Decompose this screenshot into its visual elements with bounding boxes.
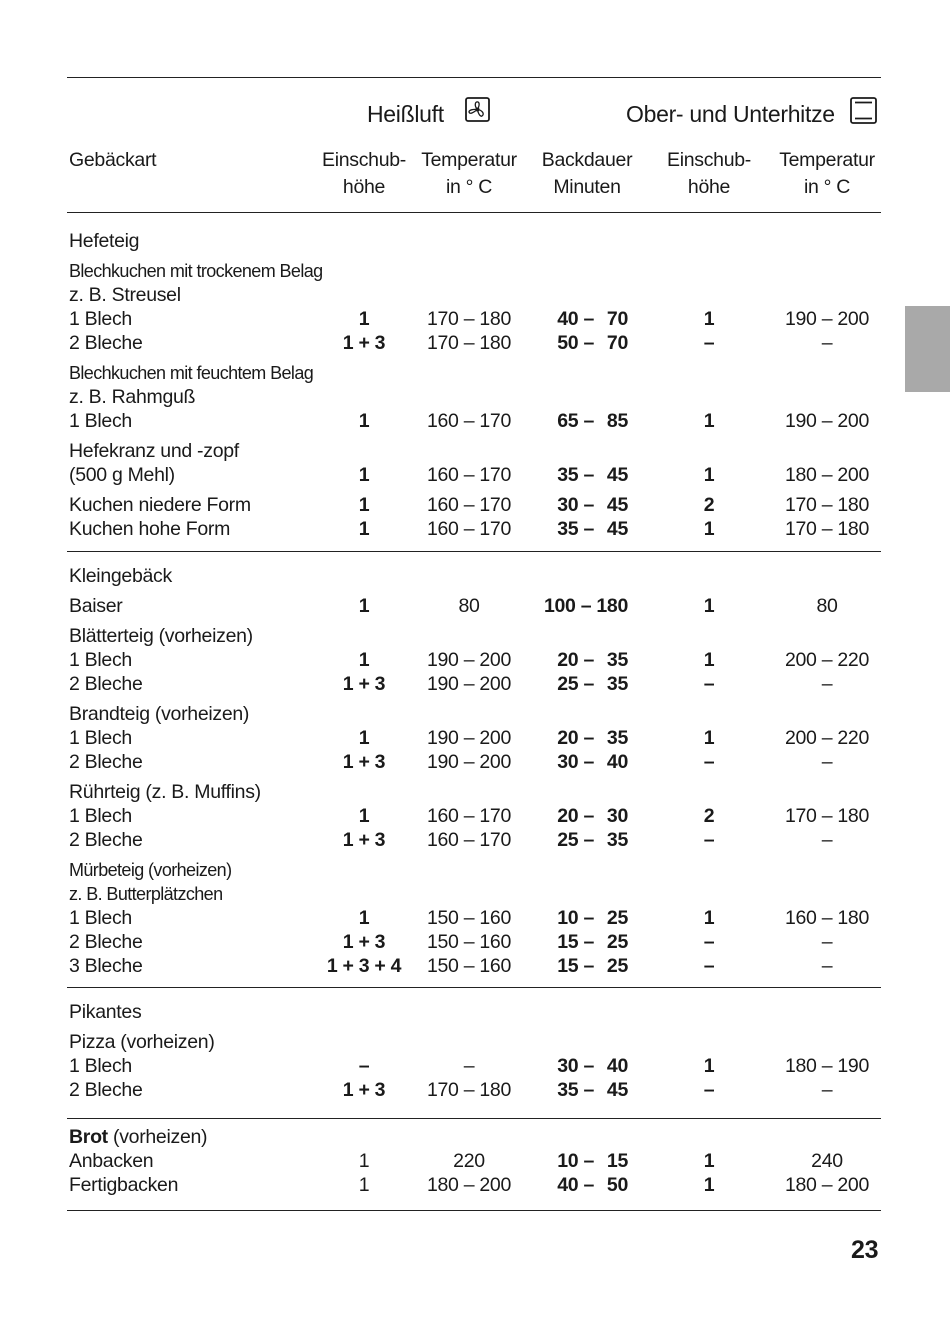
temp-heissluft: 160 – 170 [426,464,512,486]
einschub-heissluft: 1 [358,308,370,330]
row-name: 2 Bleche [69,931,143,953]
row-name: 1 Blech [69,1055,132,1077]
backdauer-from: 25 – [557,673,594,695]
backdauer-to: 40 [606,1055,628,1077]
einschub-ober-unter: – [703,955,715,977]
einschub-ober-unter: 1 [703,907,715,929]
backdauer-from: 10 – [557,1150,594,1172]
backdauer-from: 25 – [557,829,594,851]
einschub-ober-unter: – [703,829,715,851]
col-header-backdauer: Backdauer [541,149,633,171]
temp-ober-unter: 180 – 200 [784,464,870,486]
row-name: Kuchen niedere Form [69,494,251,516]
backdauer-to: 70 [606,308,628,330]
einschub-heissluft: 1 + 3 [342,751,386,773]
heading-heissluft: Heißluft [367,101,444,127]
temp-ober-unter: 190 – 200 [784,308,870,330]
chapter-tab-marker [905,306,950,392]
einschub-heissluft: 1 [358,805,370,827]
backdauer-from: 35 – [557,464,594,486]
temp-ober-unter: 170 – 180 [784,805,870,827]
bottom-rule [67,1210,881,1211]
row-name: Fertigbacken [69,1174,179,1196]
backdauer-to: 85 [606,410,628,432]
group-label: z. B. Streusel [69,284,181,306]
row-name: 1 Blech [69,805,132,827]
temp-heissluft: 150 – 160 [426,931,512,953]
backdauer-from: 10 – [557,907,594,929]
group-label: z. B. Butterplätzchen [69,884,223,904]
einschub-ober-unter: 1 [703,727,715,749]
top-bottom-heat-icon [850,97,877,124]
temp-heissluft: 190 – 200 [426,751,512,773]
backdauer-to: 25 [606,931,628,953]
backdauer-to: 15 [606,1150,628,1172]
temp-ober-unter: 240 [811,1150,843,1172]
group-label: Blechkuchen mit feuchtem Belag [69,363,314,383]
row-name: 1 Blech [69,308,132,330]
row-name: Kuchen hohe Form [69,518,231,540]
header-rule [67,212,881,213]
temp-heissluft: 150 – 160 [426,907,512,929]
temp-heissluft: 170 – 180 [426,308,512,330]
temp-ober-unter: 180 – 200 [784,1174,870,1196]
einschub-heissluft: 1 + 3 [342,1079,386,1101]
page-number: 23 [851,1236,879,1264]
col-header-temperatur-2: Temperatur [779,149,875,171]
section-title-brot-suffix: (vorheizen) [107,1126,208,1148]
einschub-ober-unter: 1 [703,464,715,486]
backdauer-from: 40 – [557,1174,594,1196]
einschub-heissluft: 1 [358,727,370,749]
temp-heissluft: 150 – 160 [426,955,512,977]
temp-ober-unter: – [821,1079,833,1101]
backdauer-from: 20 – [557,727,594,749]
einschub-heissluft: 1 [358,1150,370,1172]
backdauer-from: 30 – [557,494,594,516]
backdauer-from: 35 – [557,518,594,540]
einschub-heissluft: 1 [358,494,370,516]
heading-ober-unterhitze: Ober- und Unterhitze [626,101,835,127]
backdauer-to: 30 [606,805,628,827]
col-header-temperatur-1-line2: in ° C [445,176,493,198]
temp-ober-unter: – [821,955,833,977]
col-header-einschub-1: Einschub- [321,149,407,171]
einschub-heissluft: – [358,1055,370,1077]
temp-ober-unter: 80 [816,595,838,617]
einschub-heissluft: 1 [358,907,370,929]
row-name: 1 Blech [69,907,132,929]
einschub-heissluft: 1 [358,595,370,617]
einschub-heissluft: 1 + 3 [342,931,386,953]
backdauer: 100 – 180 [543,595,629,617]
temp-heissluft: 220 [453,1150,485,1172]
backdauer-to: 45 [606,494,628,516]
temp-ober-unter: 180 – 190 [784,1055,870,1077]
einschub-ober-unter: – [703,931,715,953]
backdauer-to: 35 [606,727,628,749]
temp-ober-unter: 160 – 180 [784,907,870,929]
backdauer-from: 65 – [557,410,594,432]
temp-heissluft: 170 – 180 [426,1079,512,1101]
col-header-backdauer-line2: Minuten [553,176,621,198]
backdauer-from: 15 – [557,955,594,977]
row-name: Baiser [69,595,123,617]
backdauer-to: 45 [606,1079,628,1101]
section-rule [67,1118,881,1119]
backdauer-to: 40 [606,751,628,773]
einschub-ober-unter: 1 [703,1150,715,1172]
temp-ober-unter: 200 – 220 [784,649,870,671]
backdauer-from: 30 – [557,751,594,773]
temp-heissluft: 160 – 170 [426,410,512,432]
section-title-hefeteig: Hefeteig [69,230,140,252]
group-label: Blätterteig (vorheizen) [69,625,253,647]
row-name: 3 Bleche [69,955,143,977]
temp-heissluft: 160 – 170 [426,805,512,827]
row-name: 1 Blech [69,410,132,432]
backdauer-to: 45 [606,464,628,486]
group-label: z. B. Rahmguß [69,386,196,408]
section-rule [67,987,881,988]
einschub-ober-unter: 1 [703,1055,715,1077]
row-name: (500 g Mehl) [69,464,175,486]
group-label: Pizza (vorheizen) [69,1031,215,1053]
backdauer-from: 35 – [557,1079,594,1101]
backdauer-to: 45 [606,518,628,540]
einschub-ober-unter: 1 [703,1174,715,1196]
einschub-ober-unter: 1 [703,649,715,671]
group-label: Mürbeteig (vorheizen) [69,860,232,880]
temp-ober-unter: 170 – 180 [784,494,870,516]
backdauer-to: 35 [606,829,628,851]
row-name: 1 Blech [69,649,132,671]
einschub-heissluft: 1 + 3 [342,673,386,695]
temp-ober-unter: – [821,673,833,695]
temp-heissluft: 190 – 200 [426,649,512,671]
temp-ober-unter: 170 – 180 [784,518,870,540]
temp-heissluft: 190 – 200 [426,673,512,695]
einschub-heissluft: 1 [358,464,370,486]
temp-heissluft: 160 – 170 [426,829,512,851]
temp-heissluft: 190 – 200 [426,727,512,749]
backdauer-to: 50 [606,1174,628,1196]
einschub-ober-unter: – [703,673,715,695]
temp-ober-unter: – [821,931,833,953]
einschub-ober-unter: 2 [703,494,715,516]
backdauer-to: 35 [606,649,628,671]
row-name: Anbacken [69,1150,154,1172]
section-rule [67,551,881,552]
section-title-brot-bold: Brot [69,1126,108,1148]
temp-ober-unter: 190 – 200 [784,410,870,432]
einschub-heissluft: 1 + 3 + 4 [326,955,402,977]
einschub-ober-unter: 1 [703,410,715,432]
section-title-pikantes: Pikantes [69,1001,142,1023]
row-name: 2 Bleche [69,829,143,851]
row-name: 1 Blech [69,727,132,749]
fan-oven-icon [465,97,490,122]
col-header-einschub-2: Einschub- [666,149,752,171]
row-name: 2 Bleche [69,751,143,773]
group-label: Brandteig (vorheizen) [69,703,250,725]
einschub-ober-unter: – [703,1079,715,1101]
einschub-heissluft: 1 + 3 [342,332,386,354]
col-header-temperatur-2-line2: in ° C [803,176,851,198]
temp-heissluft: 160 – 170 [426,518,512,540]
top-rule [67,77,881,78]
temp-heissluft: 80 [458,595,480,617]
einschub-heissluft: 1 [358,518,370,540]
backdauer-from: 30 – [557,1055,594,1077]
group-label: Hefekranz und -zopf [69,440,239,462]
einschub-heissluft: 1 [358,649,370,671]
einschub-heissluft: 1 + 3 [342,829,386,851]
temp-ober-unter: – [821,829,833,851]
einschub-ober-unter: 1 [703,308,715,330]
backdauer-to: 35 [606,673,628,695]
row-name: 2 Bleche [69,1079,143,1101]
backdauer-to: 25 [606,907,628,929]
backdauer-from: 15 – [557,931,594,953]
backdauer-to: 25 [606,955,628,977]
einschub-ober-unter: 2 [703,805,715,827]
backdauer-from: 50 – [557,332,594,354]
temp-heissluft: – [463,1055,475,1077]
col-header-einschub-1-line2: höhe [342,176,386,198]
group-label: Rührteig (z. B. Muffins) [69,781,261,803]
row-name: 2 Bleche [69,332,143,354]
col-header-temperatur-1: Temperatur [421,149,517,171]
temp-ober-unter: – [821,751,833,773]
section-title-brot [69,1125,207,1149]
row-name: 2 Bleche [69,673,143,695]
temp-heissluft: 160 – 170 [426,494,512,516]
temp-heissluft: 180 – 200 [426,1174,512,1196]
group-label: Blechkuchen mit trockenem Belag [69,261,323,281]
temp-ober-unter: 200 – 220 [784,727,870,749]
einschub-ober-unter: 1 [703,595,715,617]
backdauer-from: 20 – [557,649,594,671]
col-header-gebaeckart: Gebäckart [69,149,157,171]
backdauer-from: 20 – [557,805,594,827]
backdauer-to: 70 [606,332,628,354]
einschub-heissluft: 1 [358,1174,370,1196]
einschub-ober-unter: 1 [703,518,715,540]
einschub-ober-unter: – [703,751,715,773]
temp-ober-unter: – [821,332,833,354]
section-title-kleingebaeck: Kleingebäck [69,565,172,587]
einschub-ober-unter: – [703,332,715,354]
col-header-einschub-2-line2: höhe [687,176,731,198]
temp-heissluft: 170 – 180 [426,332,512,354]
einschub-heissluft: 1 [358,410,370,432]
backdauer-from: 40 – [557,308,594,330]
